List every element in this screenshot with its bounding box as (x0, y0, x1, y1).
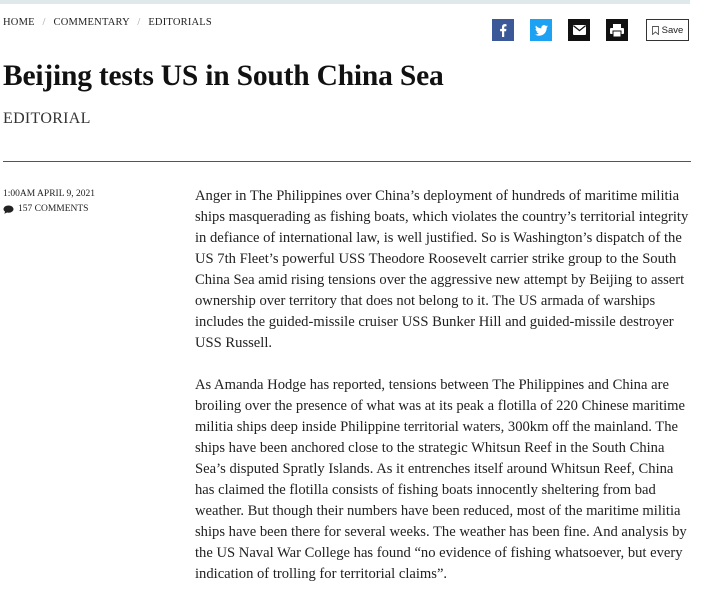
facebook-share-button[interactable] (492, 19, 514, 41)
article-timestamp: 1:00AM APRIL 9, 2021 (3, 189, 96, 199)
print-icon (610, 24, 624, 37)
article-meta (3, 187, 95, 217)
breadcrumb-commentary[interactable]: COMMENTARY (53, 17, 130, 28)
print-button[interactable] (606, 19, 628, 41)
breadcrumb-editorials[interactable]: EDITORIALS (148, 17, 212, 28)
email-icon (573, 25, 586, 35)
save-button[interactable] (646, 19, 689, 41)
twitter-share-button[interactable] (530, 19, 552, 41)
article-paragraph: As Amanda Hodge has reported, tensions between The Philippines and China are broiling over the presence of what was at its peak a flotilla of 220 Chinese maritime militia ships deep inside Philippine territorial waters, 300km off the mainland. The ships have been anchored close to the strategic Whitsun Reef in the South China Sea’s disputed Spratly Islands. As it entrenches itself around Whitsun Reef, China has claimed the flotilla consists of fishing boats innocently sheltering from bad weather. But though their numbers have been reduced, most of the maritime militia ships have been there for several weeks. The weather has been fine. And analysis by the US Naval War College has found “no evidence of fishing whatsoever, but every indication of trolling for territorial claims”. (195, 377, 687, 582)
share-toolbar (492, 19, 644, 41)
comments-link[interactable] (3, 202, 95, 217)
article-paragraph: Anger in The Philippines over China’s deployment of hundreds of maritime militia ships masquerading as fishing boats, which violates the country’s territorial integrity in defiance of international law, is well justified. So is Washington’s dispatch of the US 7th Fleet’s powerful USS Theodore Roosevelt carrier strike group to the South China Sea amid rising tensions over the aggressive new attempt by Beijing to assert ownership over territory that does not belong to it. The US armada of warships includes the guided-missile cruiser USS Bunker Hill and guided-missile destroyer USS Russell. (195, 188, 689, 351)
breadcrumb-separator: / (42, 17, 46, 28)
breadcrumb-home[interactable]: HOME (3, 17, 35, 28)
save-button-label: Save (661, 24, 684, 36)
header-divider (3, 161, 691, 162)
breadcrumb-separator: / (137, 17, 141, 28)
email-share-button[interactable] (568, 19, 590, 41)
article-kicker: EDITORIAL (3, 110, 91, 127)
comment-icon (3, 205, 14, 214)
article-body (195, 186, 695, 606)
comments-count: 157 COMMENTS (18, 204, 89, 214)
bookmark-icon (652, 26, 659, 35)
facebook-icon (499, 24, 507, 37)
top-accent-rule (0, 0, 690, 4)
article-headline: Beijing tests US in South China Sea (3, 60, 444, 92)
breadcrumb (3, 17, 212, 28)
twitter-icon (535, 25, 548, 36)
